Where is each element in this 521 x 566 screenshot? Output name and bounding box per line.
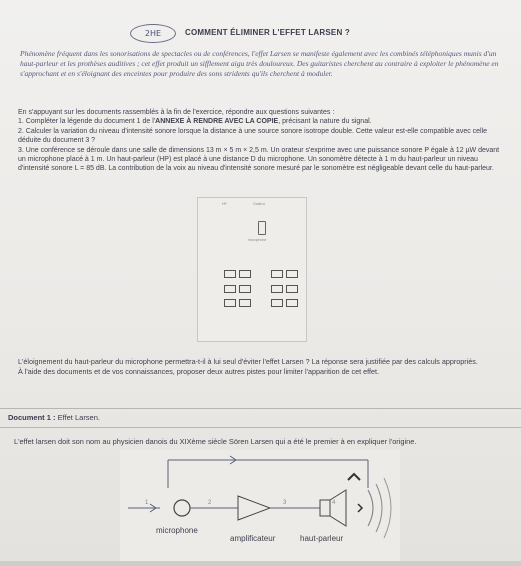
question-1-text: 1. Compléter la légende du document 1 de l' xyxy=(18,118,156,126)
speaker-label: haut-parleur xyxy=(300,534,344,543)
question-2: 2. Calculer la variation du niveau d'intensité sonore lorsque la distance à une source sonore isotrope double. Cette valeur est-elle compatible avec celle déduite du document 3 ? xyxy=(18,127,488,145)
signal-number: 1 xyxy=(145,500,149,506)
sound-wave-icon xyxy=(368,490,373,526)
orateur-label: Orateur xyxy=(253,202,265,206)
larsen-figure xyxy=(120,450,400,561)
seat-icon xyxy=(224,285,236,293)
seat-icon xyxy=(271,285,283,293)
hp-label: HP xyxy=(222,202,227,206)
question-text-2: À l'aide des documents et de vos connaissances, proposer deux autres pistes pour limiter l'apparition de cet effet. xyxy=(18,366,379,376)
amplifier-label: amplificateur xyxy=(230,534,276,543)
seat-icon xyxy=(271,270,283,278)
divider xyxy=(0,408,521,409)
microphone-label: microphone xyxy=(248,238,267,242)
question-3: 3. Une conférence se déroule dans une salle de dimensions 13 m × 5 m × 2,5 m. Un orateur s'exprime avec une puissance sonore P égale à 12 µW devant un microphone placé à 1 m. Un haut-parleur (HP) est placé à une distance D du microphone. Un sonomètre détecte à 1 m du haut-parleur un niveau d'intensité sonore L = 85 dB. La contribution de la voix au niveau d'intensité sonore mesuré par le sonomètre est négligeable devant celle du haut-parleur. xyxy=(18,146,500,173)
speaker-icon xyxy=(320,500,330,516)
seat-icon xyxy=(224,270,236,278)
arrow-icon xyxy=(348,474,360,480)
exercise-header xyxy=(130,24,490,44)
microphone-icon xyxy=(174,500,190,516)
question-text: L'éloignement du haut-parleur du microphone permettra-t-il à lui seul d'éviter l'effet Larsen ? La réponse sera justifiée par des calculs appropriés. xyxy=(18,357,478,366)
exercise-title: COMMENT ÉLIMINER L'EFFET LARSEN ? xyxy=(185,28,350,37)
microphone-label: microphone xyxy=(156,526,198,535)
seat-icon xyxy=(239,299,251,307)
signal-number: 4 xyxy=(332,500,336,506)
document-1-text: L'effet larsen doit son nom au physicien danois du XIXème siècle Sören Larsen qui a été le premier à en expliquer l'origine. xyxy=(14,437,417,446)
signal-number: 3 xyxy=(283,500,287,506)
instructions-lead: En s'appuyant sur les documents rassemblés à la fin de l'exercice, répondre aux questions suivantes : xyxy=(18,109,335,116)
seat-icon xyxy=(286,285,298,293)
seat-icon xyxy=(286,299,298,307)
larsen-loop-diagram xyxy=(120,450,400,561)
seat-icon xyxy=(286,270,298,278)
arrow-icon xyxy=(358,504,362,512)
seat-icon xyxy=(239,270,251,278)
seat-icon xyxy=(239,285,251,293)
intro-paragraph: Phénomène fréquent dans les sonorisations de spectacles ou de conférences, l'effet Larsen se manifeste également avec les combinés téléphoniques munis d'un haut-parleur et les prothèses auditives ; cet effet produit un sifflement aigu très douloureux. Des guitaristes cherchent au contraire à exploiter le phénomène en s'approchant et en s'éloignant des enceintes pour produire des sons stridents qu'ils cherchent à moduler. xyxy=(20,49,499,78)
signal-number: 2 xyxy=(208,500,212,506)
divider xyxy=(0,427,521,428)
document-1-title xyxy=(8,413,100,422)
handwritten-tag: 2HE xyxy=(130,24,176,43)
microphone-icon xyxy=(258,221,266,235)
document-1-heading: Document 1 : xyxy=(8,413,56,422)
annexe-emphasis: ANNEXE À RENDRE AVEC LA COPIE xyxy=(155,118,279,126)
document-1-subtitle: Effet Larsen. xyxy=(55,413,100,422)
seat-icon xyxy=(271,299,283,307)
question-1 xyxy=(18,117,508,126)
amplifier-icon xyxy=(238,496,270,520)
instructions-block xyxy=(18,108,508,174)
question-block xyxy=(18,357,510,376)
room-diagram xyxy=(197,197,307,342)
question-1-end: , précisant la nature du signal. xyxy=(278,118,372,126)
seat-icon xyxy=(224,299,236,307)
